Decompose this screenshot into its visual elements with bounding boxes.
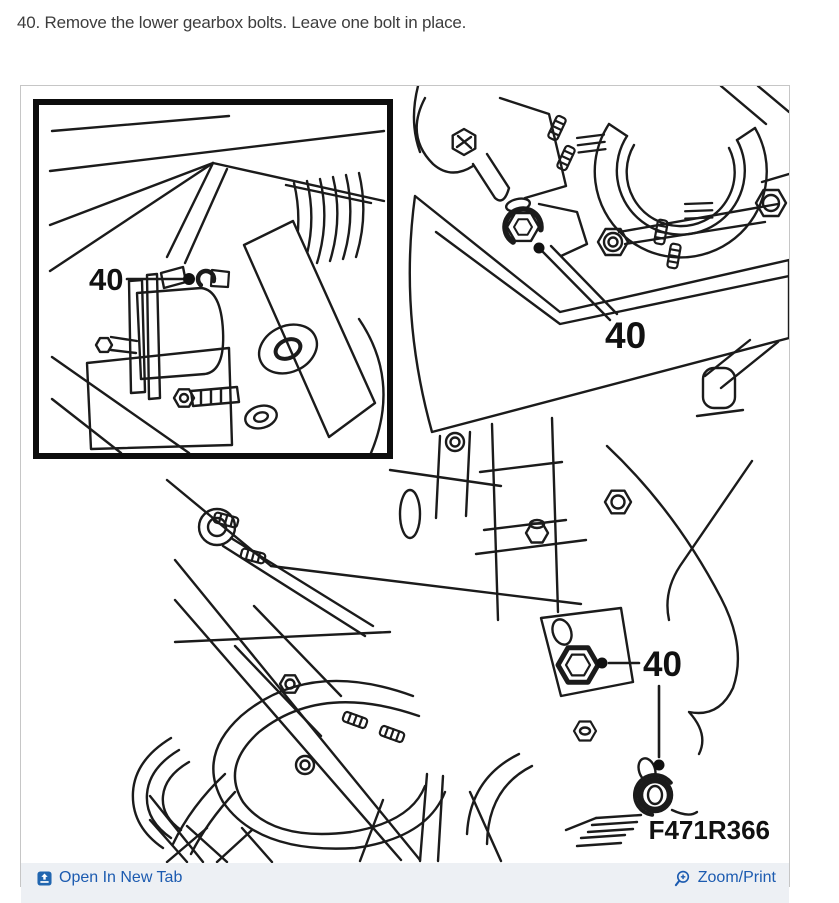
step-instruction-text: 40. Remove the lower gearbox bolts. Leave one bolt in place. xyxy=(17,13,467,32)
callout-40-top: 40 xyxy=(605,315,647,356)
open-in-new-tab-label: Open In New Tab xyxy=(59,869,183,886)
figure-panel xyxy=(20,85,790,887)
open-in-new-tab-icon xyxy=(37,871,52,886)
figure-code: F471R366 xyxy=(648,815,770,845)
open-in-new-tab-link[interactable] xyxy=(37,869,182,887)
zoom-print-label: Zoom/Print xyxy=(697,869,776,886)
zoom-print-link[interactable] xyxy=(674,869,776,887)
inset-diagram xyxy=(39,105,387,453)
callout-40-inset: 40 xyxy=(89,262,124,297)
callout-40-bottom: 40 xyxy=(643,645,682,684)
footer-bar xyxy=(21,863,789,903)
inset-detail-box xyxy=(33,99,393,459)
zoom-magnifier-plus-icon xyxy=(674,870,691,887)
